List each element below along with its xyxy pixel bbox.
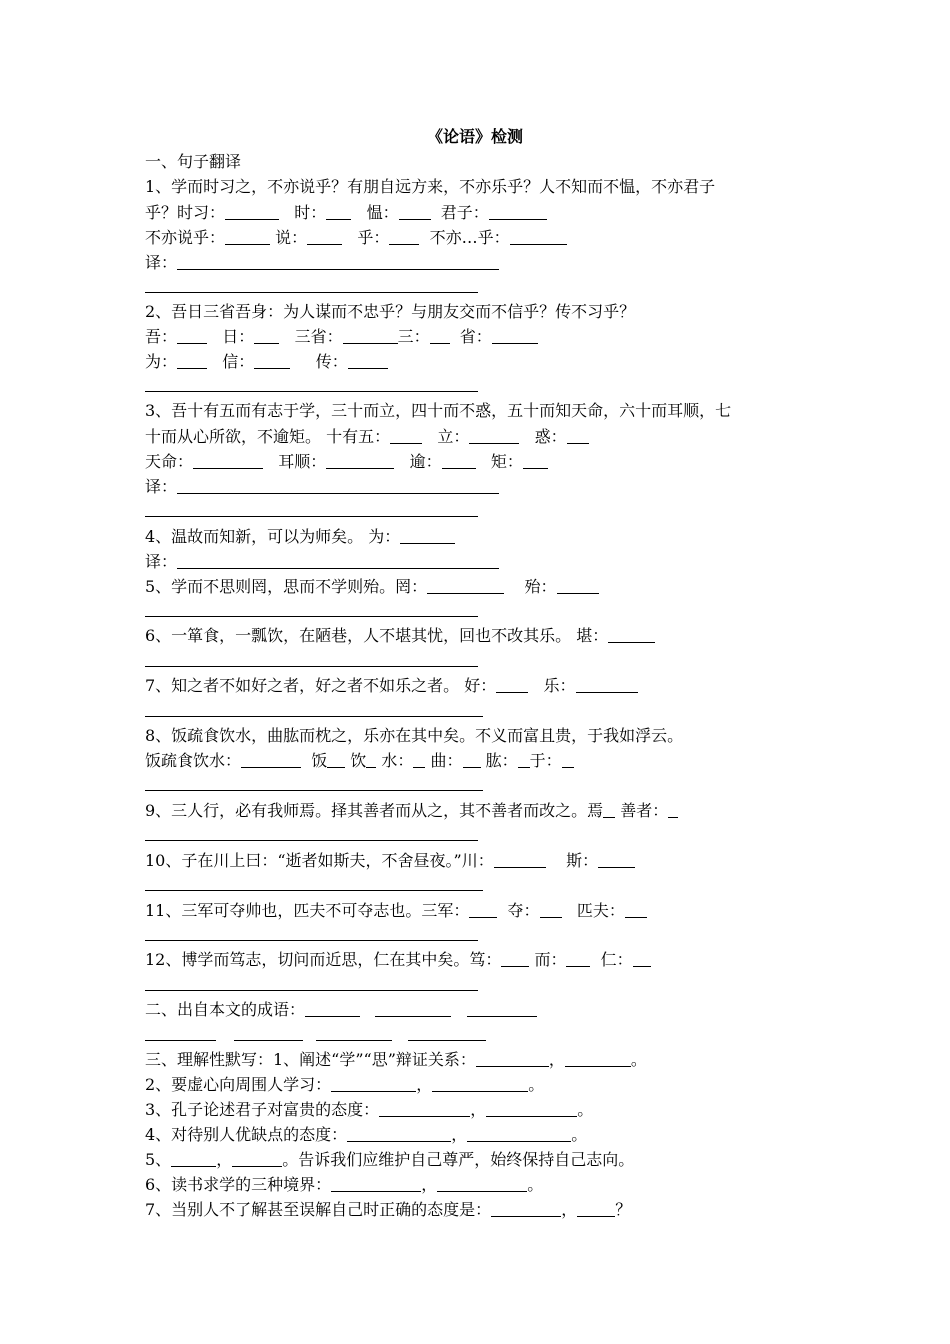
answer-blank[interactable] [254, 352, 290, 369]
answer-line[interactable] [145, 840, 478, 841]
question-12: 12、博学而笃志，切问而近思，仁在其中矣。笃： 而： 仁： [145, 947, 651, 972]
answer-blank[interactable] [608, 626, 655, 643]
answer-blank[interactable] [562, 751, 574, 768]
question-6: 6、一箪食，一瓢饮，在陋巷，人不堪其忧，回也不改其乐。 堪： [145, 623, 655, 648]
answer-blank[interactable] [501, 950, 529, 967]
answer-blank[interactable] [463, 751, 481, 768]
answer-line[interactable] [316, 1040, 392, 1041]
answer-line[interactable] [145, 890, 483, 891]
answer-blank[interactable] [225, 203, 279, 220]
answer-blank[interactable] [489, 203, 547, 220]
question-1-keywords-2: 不亦说乎： 说： 乎： 不亦…乎： [145, 225, 567, 250]
answer-blank[interactable] [668, 801, 678, 818]
answer-blank[interactable] [171, 1150, 216, 1167]
answer-blank[interactable] [492, 327, 538, 344]
answer-blank[interactable] [625, 901, 647, 918]
question-2-keywords-2: 为： 信： 传： [145, 349, 388, 374]
answer-blank[interactable] [375, 1000, 451, 1017]
recitation-3: 3、孔子论述君子对富贵的态度： ， 。 [145, 1100, 594, 1119]
section-heading-translation: 一、句子翻译 [145, 152, 242, 171]
recitation-7: 7、当别人不了解甚至误解自己时正确的态度是： ， ？ [145, 1200, 632, 1219]
answer-blank[interactable] [305, 1000, 360, 1017]
answer-blank[interactable] [379, 1100, 470, 1117]
answer-blank[interactable] [577, 1200, 615, 1217]
answer-blank[interactable] [557, 577, 599, 594]
answer-blank[interactable] [437, 1175, 527, 1192]
answer-blank[interactable] [469, 901, 497, 918]
answer-blank[interactable] [331, 1175, 421, 1192]
answer-line[interactable] [145, 1040, 216, 1041]
answer-blank[interactable] [427, 577, 504, 594]
answer-blank[interactable] [347, 1125, 451, 1142]
question-2-keywords: 吾： 日： 三省： 三： 省： [145, 324, 538, 349]
answer-line[interactable] [145, 940, 478, 941]
recitation-6: 6、读书求学的三种境界： ， 。 [145, 1175, 544, 1194]
question-11: 11、三军可夺帅也，匹夫不可夺志也。三军： 夺： 匹夫： [145, 898, 647, 923]
answer-blank[interactable] [390, 427, 422, 444]
answer-blank[interactable] [400, 527, 455, 544]
translation-line: 译： [145, 549, 499, 574]
question-1: 1、学而时习之，不亦说乎？有朋自远方来，不亦乐乎？人不知而不愠，不亦君子 [145, 177, 716, 196]
answer-blank[interactable] [331, 1075, 416, 1092]
answer-blank[interactable] [327, 751, 345, 768]
answer-blank[interactable] [523, 452, 548, 469]
answer-line[interactable] [145, 716, 483, 717]
question-2: 2、吾日三省吾身：为人谋而不忠乎？与朋友交而不信乎？传不习乎？ [145, 302, 636, 321]
recitation-2: 2、要虚心向周围人学习： ， 。 [145, 1075, 545, 1094]
answer-blank[interactable] [348, 352, 388, 369]
page-title: 《论语》检测 [426, 127, 523, 146]
answer-blank[interactable] [193, 452, 263, 469]
answer-blank[interactable] [467, 1125, 571, 1142]
answer-blank[interactable] [399, 203, 431, 220]
answer-blank[interactable] [518, 751, 530, 768]
answer-line[interactable] [234, 1040, 303, 1041]
question-10: 10、子在川上曰：“逝者如斯夫，不舍昼夜。”川： 斯： [145, 848, 635, 873]
answer-blank[interactable] [177, 352, 207, 369]
question-1-keywords: 乎？时习： 时： 愠： 君子： [145, 200, 547, 225]
translation-line: 译： [145, 474, 499, 499]
answer-blank[interactable] [486, 1100, 577, 1117]
question-5: 5、学而不思则罔，思而不学则殆。罔： 殆： [145, 574, 599, 599]
answer-line[interactable] [145, 990, 478, 991]
answer-blank[interactable] [491, 1200, 561, 1217]
answer-blank[interactable] [540, 901, 562, 918]
answer-blank[interactable] [177, 552, 499, 569]
answer-blank[interactable] [565, 1050, 631, 1067]
question-8-keywords: 饭疏食饮水： 饭 饮 水： 曲： 肱： 于： [145, 748, 574, 773]
question-3: 3、吾十有五而有志于学，三十而立，四十而不惑，五十而知天命，六十而耳顺，七 [145, 401, 732, 420]
section-heading-idioms: 二、出自本文的成语： [145, 997, 537, 1022]
answer-blank[interactable] [326, 452, 394, 469]
answer-blank[interactable] [177, 327, 207, 344]
answer-line[interactable] [408, 1040, 486, 1041]
answer-blank[interactable] [432, 1075, 528, 1092]
answer-blank[interactable] [413, 751, 425, 768]
answer-blank[interactable] [469, 427, 519, 444]
answer-blank[interactable] [177, 253, 499, 270]
answer-blank[interactable] [442, 452, 476, 469]
answer-blank[interactable] [467, 1000, 537, 1017]
recitation-5: 5、 ， 。告诉我们应维护自己尊严，始终保持自己志向。 [145, 1150, 635, 1169]
answer-blank[interactable] [496, 676, 528, 693]
answer-blank[interactable] [476, 1050, 549, 1067]
answer-blank[interactable] [510, 228, 567, 245]
answer-blank[interactable] [343, 327, 398, 344]
answer-blank[interactable] [232, 1150, 282, 1167]
answer-line[interactable] [145, 666, 478, 667]
answer-blank[interactable] [177, 477, 499, 494]
recitation-4: 4、对待别人优缺点的态度： ， 。 [145, 1125, 588, 1144]
section-heading-recitation: 三、理解性默写：1、阐述“学”“思”辩证关系： ， 。 [145, 1050, 647, 1069]
answer-blank[interactable] [241, 751, 301, 768]
answer-line[interactable] [145, 292, 478, 293]
answer-blank[interactable] [567, 427, 589, 444]
answer-line[interactable] [145, 616, 478, 617]
answer-blank[interactable] [603, 801, 615, 818]
answer-blank[interactable] [326, 203, 351, 220]
answer-blank[interactable] [430, 327, 450, 344]
answer-blank[interactable] [633, 950, 651, 967]
question-9: 9、三人行，必有我师焉。择其善者而从之，其不善者而改之。焉 善者： [145, 798, 678, 823]
question-4: 4、温故而知新，可以为师矣。 为： [145, 524, 455, 549]
answer-blank[interactable] [598, 851, 635, 868]
answer-blank[interactable] [254, 327, 279, 344]
answer-blank[interactable] [566, 950, 590, 967]
answer-blank[interactable] [366, 751, 376, 768]
translation-line: 译： [145, 250, 499, 275]
answer-blank[interactable] [494, 851, 546, 868]
answer-blank[interactable] [389, 228, 419, 245]
answer-line[interactable] [145, 790, 483, 791]
answer-line[interactable] [145, 516, 478, 517]
question-3-keywords: 十而从心所欲，不逾矩。 十有五： 立： 惑： [145, 424, 589, 449]
answer-blank[interactable] [307, 228, 342, 245]
answer-line[interactable] [145, 391, 478, 392]
question-3-keywords-2: 天命： 耳顺： 逾： 矩： [145, 449, 548, 474]
answer-blank[interactable] [225, 228, 270, 245]
answer-blank[interactable] [576, 676, 638, 693]
question-7: 7、知之者不如好之者，好之者不如乐之者。 好： 乐： [145, 673, 638, 698]
question-8: 8、饭疏食饮水，曲肱而枕之，乐亦在其中矣。不义而富且贵，于我如浮云。 [145, 726, 684, 745]
